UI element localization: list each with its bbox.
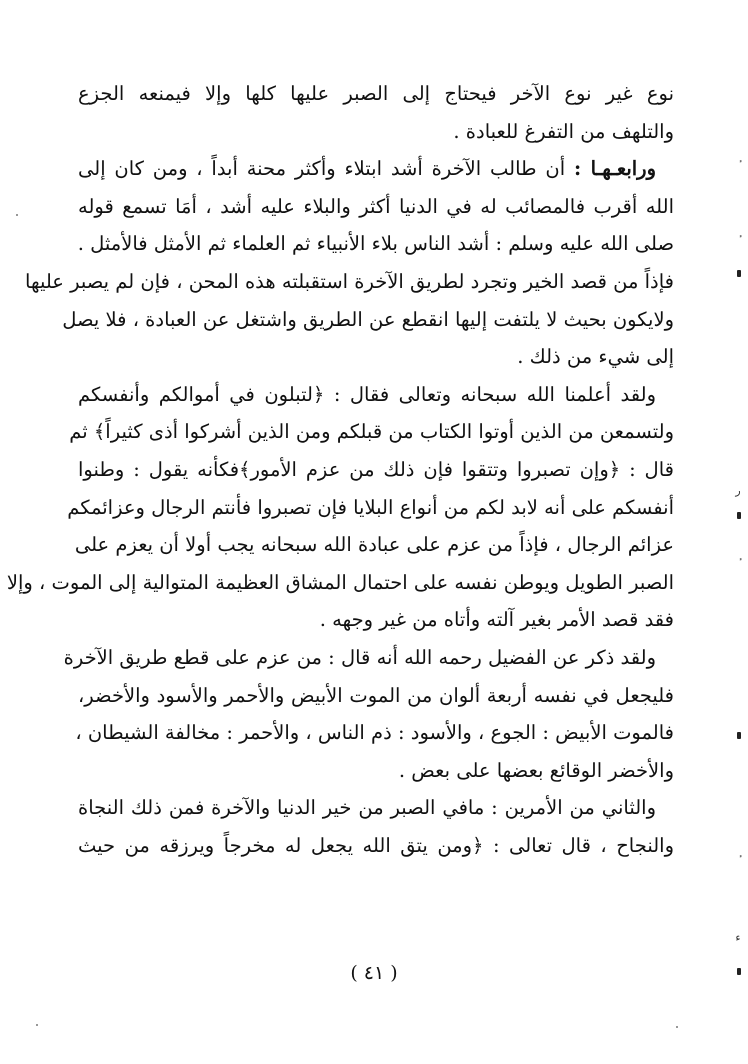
margin-dot-2 — [737, 512, 741, 519]
text-line-10: ولتسمعن من الذين أوتوا الكتاب من قبلكم ومن الذين أشركوا أذى كثيراً﴾ ثم — [69, 420, 674, 444]
margin-mark-1 — [734, 160, 742, 172]
margin-mark-5 — [734, 855, 742, 867]
text-line-20: والثاني من الأمرين : مافي الصبر من خير الدنيا والآخرة فمن ذلك النجاة — [78, 796, 656, 820]
text-line-19: والأخضر الوقائع بعضها على بعض . — [398, 758, 674, 782]
margin-dot-1 — [737, 270, 741, 277]
text-line-4: الله أقرب فالمصائب له في الدنيا أكثر والبلاء عليه أشد ، أمَا تسمع قوله — [78, 194, 674, 218]
text-line-18: فالموت الأبيض : الجوع ، والأسود : ذم الناس ، والأحمر : مخالفة الشيطان ، — [75, 721, 674, 745]
page-number: ( ٤١ ) — [350, 962, 398, 984]
body-text — [6, 75, 674, 864]
text-line-3-start: أن طالب — [490, 157, 566, 181]
scan-speck — [676, 1026, 678, 1028]
text-line-12: أنفسكم على أنه لابد لكم من أنواع البلايا فإن تصبروا فأنتم الرجال وعزائمكم — [67, 495, 674, 519]
text-line-3-rest: الآخرة أشد ابتلاء وأكثر محنة أبداً ، ومن كان إلى — [78, 157, 482, 181]
text-line-8: إلى شيء من ذلك . — [517, 345, 674, 369]
text-line-21: والنجاح ، قال تعالى : ﴿ومن يتق الله يجعل له مخرجاً ويرزقه من حيث — [78, 833, 674, 857]
scan-speck — [36, 1024, 38, 1026]
margin-mark-4 — [734, 558, 742, 570]
margin-mark-6: ء — [735, 931, 741, 944]
margin-dot-3 — [737, 732, 741, 739]
text-line-6: فإذاً من قصد الخير وتجرد لطريق الآخرة استقبلته هذه المحن ، فإن لم يصبر عليها — [25, 269, 674, 293]
text-line-14: الصبر الطويل ويوطن نفسه على احتمال المشاق العظيمة المتوالية إلى الموت ، وإلا — [6, 570, 674, 594]
margin-mark-2 — [734, 235, 742, 247]
text-line-7: ولايكون بحيث لا يلتفت إليها انقطع عن الطريق واشتغل عن العبادة ، فلا يصل — [62, 307, 674, 331]
text-line-15: فقد قصد الأمر بغير آلته وأتاه من غير وجهه . — [319, 608, 674, 632]
margin-dot-4 — [737, 968, 741, 975]
text-line-5: صلى الله عليه وسلم : أشد الناس بلاء الأنبياء ثم العلماء ثم الأمثل فالأمثل . — [77, 232, 674, 256]
text-line-1: نوع غير نوع الآخر فيحتاج إلى الصبر عليها كلها وإلا فيمنعه الجزع — [78, 82, 674, 105]
section-heading-fourth: ورابعـهـا : — [573, 157, 657, 181]
text-line-13: عزائم الرجال ، فإذاً من عزم على عبادة الله سبحانه يجب أولا أن يعزم على — [74, 533, 674, 557]
text-line-2: والتلهف من التفرغ للعبادة . — [453, 119, 674, 143]
text-line-9: ولقد أعلمنا الله سبحانه وتعالى فقال : ﴿لتبلون في أموالكم وأنفسكم — [78, 382, 656, 406]
scan-speck — [16, 214, 18, 216]
text-line-17: فليجعل في نفسه أربعة ألوان من الموت الأبيض والأحمر والأسود والأخضر، — [78, 683, 674, 707]
text-line-11: قال : ﴿وإن تصبروا وتتقوا فإن ذلك من عزم الأمور﴾فكأنه يقول : وطنوا — [78, 457, 674, 481]
margin-mark-3: ر — [735, 484, 741, 497]
text-line-16: ولقد ذكر عن الفضيل رحمه الله أنه قال : من عزم على قطع طريق الآخرة — [63, 645, 656, 669]
text-line-3 — [78, 150, 674, 188]
